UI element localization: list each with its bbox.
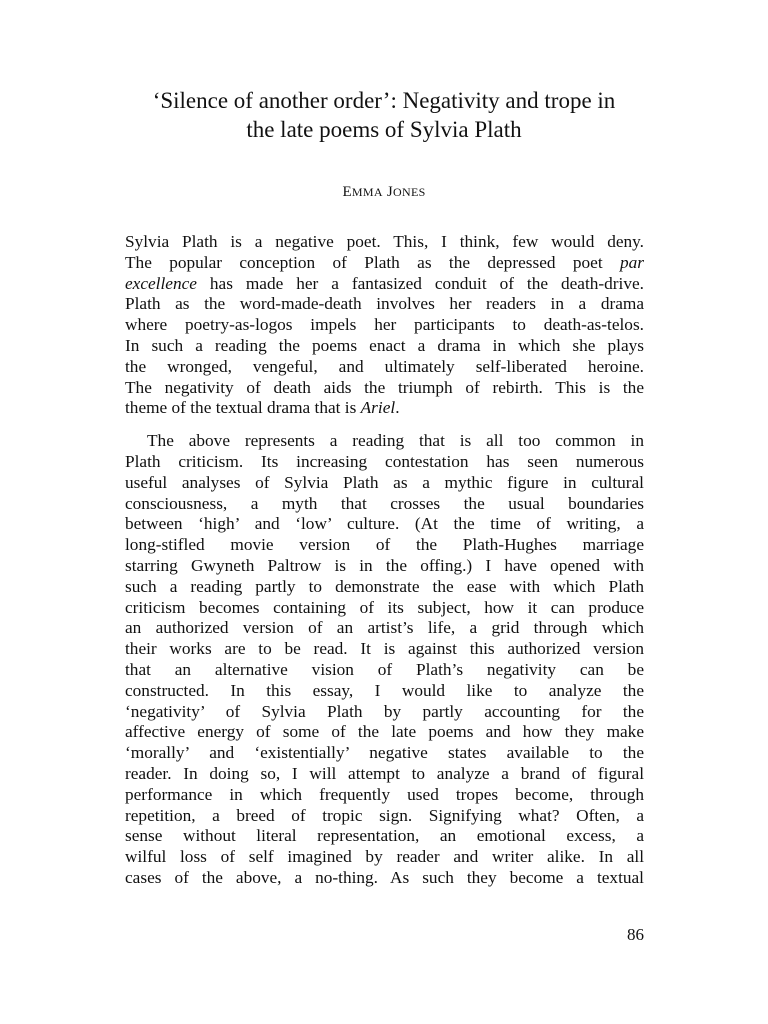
paragraph-2-line: starring Gwyneth Paltrow is in the offing.) I have opened with xyxy=(125,555,644,575)
paragraph-1 xyxy=(125,232,644,419)
title-line-1: ‘Silence of another order’: Negativity and trope in xyxy=(152,88,616,113)
paragraph-2-line: wilful loss of self imagined by reader and writer alike. In all xyxy=(125,847,644,867)
paragraph-2-line: constructed. In this essay, I would like to analyze the xyxy=(125,680,644,700)
paragraph-2-line: performance in which frequently used tropes become, through xyxy=(125,784,644,804)
author-last-initial: J xyxy=(386,184,394,200)
line-text: . xyxy=(395,398,400,418)
paragraph-2-line: an authorized version of an artist’s life, a grid through which xyxy=(125,618,644,638)
paragraph-2-line: that an alternative vision of Plath’s negativity can be xyxy=(125,659,644,679)
paragraph-2-line: The above represents a reading that is all too common in xyxy=(147,431,644,451)
line-text: The popular conception of Plath as the depressed poet xyxy=(125,252,620,272)
paragraph-2-line: ‘negativity’ of Sylvia Plath by partly accounting for the xyxy=(125,701,644,721)
paragraph-2-line: such a reading partly to demonstrate the ease with which Plath xyxy=(125,576,644,596)
paragraph-2-line: criticism becomes containing of its subject, how it can produce xyxy=(125,597,644,617)
paragraph-1-line: The negativity of death aids the triumph of rebirth. This is the xyxy=(125,377,644,397)
line-text: has made her a fantasized conduit of the death-drive. xyxy=(196,273,644,293)
paragraph-2-line: their works are to be read. It is against this authorized version xyxy=(125,639,644,659)
paragraph-2-line: Plath criticism. Its increasing contestation has seen numerous xyxy=(125,451,644,471)
article-body xyxy=(125,232,644,889)
paragraph-2-line: useful analyses of Sylvia Plath as a mythic figure in cultural xyxy=(125,472,644,492)
paragraph-2-line: ‘morally’ and ‘existentially’ negative states available to the xyxy=(125,743,644,763)
italic-text: excellence xyxy=(125,273,197,293)
paragraph-1-line: Sylvia Plath is a negative poet. This, I think, few would deny. xyxy=(125,232,644,251)
paragraph-2 xyxy=(125,431,644,889)
italic-text: par xyxy=(619,252,644,272)
author-last-rest: ONES xyxy=(393,185,426,199)
paragraph-2-line: between ‘high’ and ‘low’ culture. (At the time of writing, a xyxy=(125,514,644,534)
article-title xyxy=(100,86,668,144)
paragraph-2-line: affective energy of some of the late poems and how they make xyxy=(125,722,644,742)
title-line-2: the late poems of Sylvia Plath xyxy=(246,117,522,142)
paragraph-1-line xyxy=(125,274,644,295)
page-number: 86 xyxy=(627,925,644,944)
author-first-rest: MMA xyxy=(351,185,383,199)
paragraph-2-line: reader. In doing so, I will attempt to analyze a brand of figural xyxy=(125,763,644,783)
paragraph-2-line: sense without literal representation, an emotional excess, a xyxy=(125,826,644,846)
paragraph-2-line: long-stifled movie version of the Plath-Hughes marriage xyxy=(125,535,644,555)
line-text: theme of the textual drama that is xyxy=(125,398,361,418)
author-first-initial: E xyxy=(342,184,352,200)
paragraph-1-line xyxy=(125,253,644,274)
paragraph-1-line: Plath as the word-made-death involves her readers in a drama xyxy=(125,294,644,314)
paragraph-1-line: where poetry-as-logos impels her participants to death-as-telos. xyxy=(125,315,644,335)
author-name xyxy=(0,184,768,201)
paragraph-2-line: repetition, a breed of tropic sign. Signifying what? Often, a xyxy=(125,805,644,825)
italic-text: Ariel xyxy=(360,398,396,418)
paragraph-1-line: the wronged, vengeful, and ultimately self-liberated heroine. xyxy=(125,356,644,376)
paragraph-2-line: consciousness, a myth that crosses the usual boundaries xyxy=(125,493,644,513)
paragraph-2-line: cases of the above, a no-thing. As such they become a textual xyxy=(125,867,644,887)
paragraph-1-line xyxy=(125,398,644,419)
paragraph-1-line: In such a reading the poems enact a drama in which she plays xyxy=(125,335,644,355)
